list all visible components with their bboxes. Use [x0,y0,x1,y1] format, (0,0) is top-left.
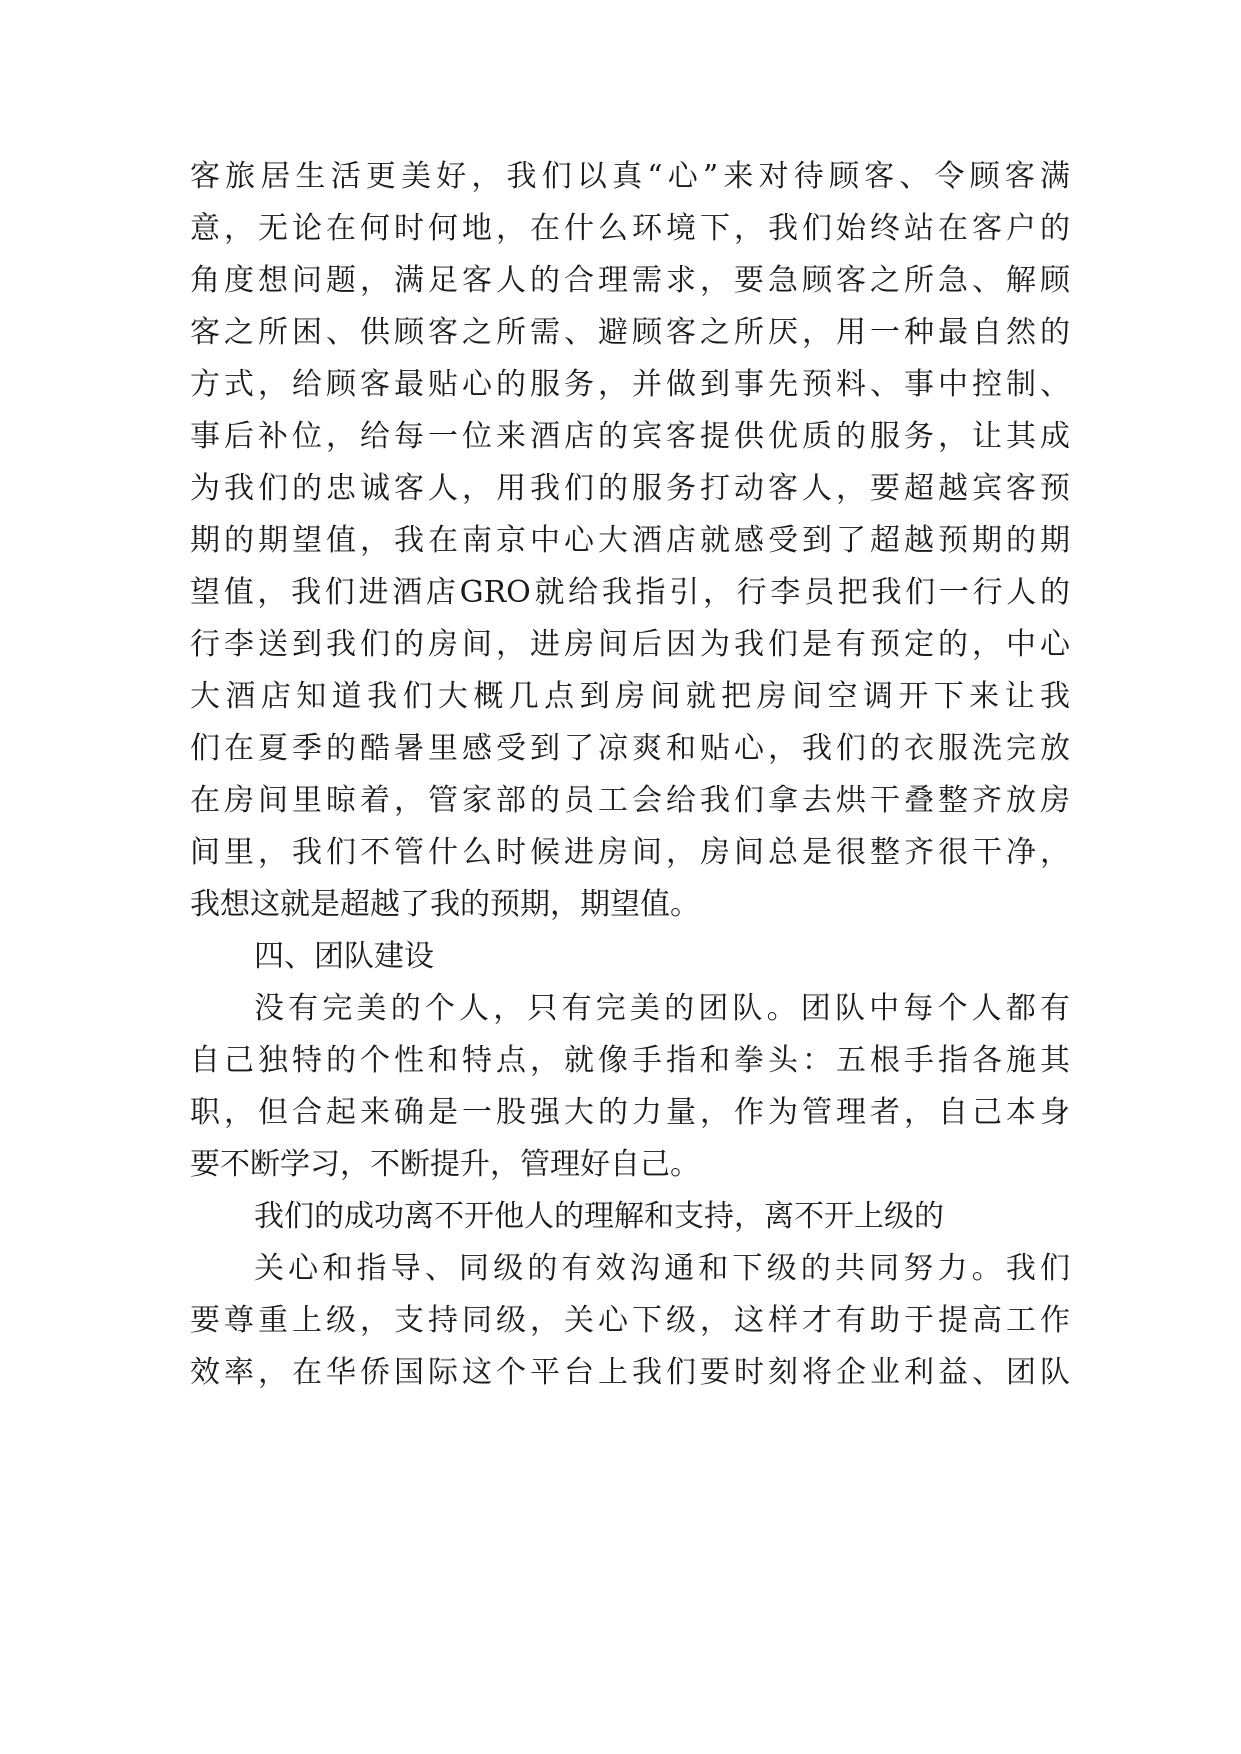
text-line-24: 效率，在华侨国际这个平台上我们要时刻将企业利益、团队 [190,1355,1070,1390]
text-line-7: 为我们的忠诚客人，用我们的服务打动客人，要超越宾客预 [190,471,1070,506]
text-line-13: 在房间里晾着，管家部的员工会给我们拿去烘干叠整齐放房 [190,783,1070,818]
text-line-15: 我想这就是超越了我的预期，期望值。 [190,887,700,922]
text-line-5: 方式，给顾客最贴心的服务，并做到事先预料、事中控制、 [190,367,1070,402]
section-heading: 四、团队建设 [254,939,434,974]
text-line-6: 事后补位，给每一位来酒店的宾客提供优质的服务，让其成 [190,419,1070,454]
text-line-17: 没有完美的个人，只有完美的团队。团队中每个人都有 [254,991,1070,1026]
text-line-23: 要尊重上级，支持同级，关心下级，这样才有助于提高工作 [190,1303,1070,1338]
text-line-2: 意，无论在何时何地，在什么环境下，我们始终站在客户的 [190,211,1070,246]
text-line-8: 期的期望值，我在南京中心大酒店就感受到了超越预期的期 [190,523,1070,558]
text-line-18: 自己独特的个性和特点，就像手指和拳头：五根手指各施其 [190,1043,1070,1078]
text-line-11: 大酒店知道我们大概几点到房间就把房间空调开下来让我 [190,679,1070,714]
text-line-22: 关心和指导、同级的有效沟通和下级的共同努力。我们 [254,1251,1070,1286]
text-line-14: 间里，我们不管什么时候进房间，房间总是很整齐很干净， [190,835,1070,870]
text-line-20: 要不断学习，不断提升，管理好自己。 [190,1147,700,1182]
text-line-3: 角度想问题，满足客人的合理需求，要急顾客之所急、解顾 [190,263,1070,298]
text-line-19: 职，但合起来确是一股强大的力量，作为管理者，自己本身 [190,1095,1070,1130]
text-line-12: 们在夏季的酷暑里感受到了凉爽和贴心，我们的衣服洗完放 [190,731,1070,766]
text-line-21: 我们的成功离不开他人的理解和支持，离不开上级的 [254,1199,944,1234]
text-line-10: 行李送到我们的房间，进房间后因为我们是有预定的，中心 [190,627,1070,662]
text-line-1: 客旅居生活更美好，我们以真“心”来对待顾客、令顾客满 [190,159,1070,194]
text-line-4: 客之所困、供顾客之所需、避顾客之所厌，用一种最自然的 [190,315,1070,350]
text-line-9: 望值，我们进酒店GRO就给我指引，行李员把我们一行人的 [190,575,1070,610]
